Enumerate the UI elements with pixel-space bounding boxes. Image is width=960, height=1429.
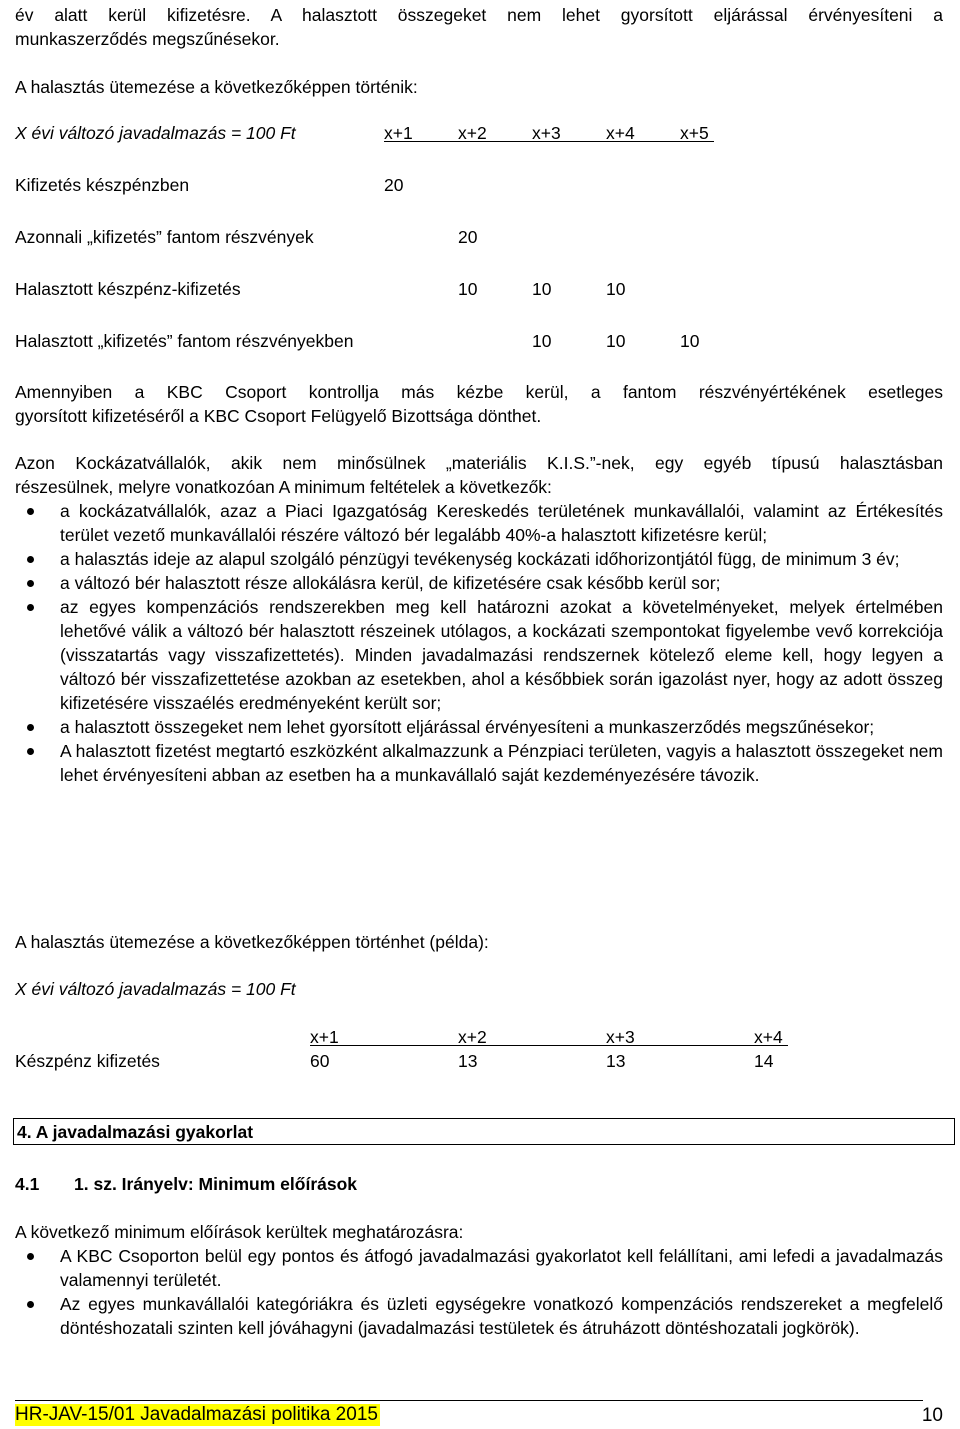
list-item: A KBC Csoporton belül egy pontos és átfogó javadalmazási gyakorlatot kell felállítani, ami lefedi a javadalmazás valamennyi területét. — [15, 1244, 943, 1292]
table1-year: x+4 — [606, 123, 635, 143]
table1-row-label: Kifizetés készpénzben — [15, 175, 190, 195]
table1-row-label: Halasztott készpénz-kifizetés — [15, 279, 241, 299]
list-item: a változó bér halasztott része allokálásra kerül, de kifizetésére csak később kerül sor; — [15, 571, 943, 595]
example-cell: 13 — [606, 1051, 626, 1071]
example-cell: 60 — [310, 1051, 330, 1071]
table1-cell: 10 — [680, 331, 700, 351]
table1-year: x+3 — [532, 123, 561, 143]
table1-header-label: X évi változó javadalmazás = 100 Ft — [15, 123, 296, 143]
bullet-icon — [27, 508, 34, 515]
table1-header-underline — [384, 141, 714, 142]
kbc-paragraph — [15, 380, 943, 428]
example-year: x+2 — [458, 1027, 487, 1047]
list-item: az egyes kompenzációs rendszerekben meg kell határozni azokat a követelményeket, melyek értelmében lehetővé válik a változó bér halasztott részeinek utólagos, a kockázati szempontokat figyelembe vevő korrekciója (visszatartás vagy visszafizettetés). Minden javadalmazási rendszernek kötelező eleme kell, hogy legyen a változó bér visszafizettetése azokban az esetekben, ahol a későbbiek során igazolást nyer, hogy az adott összeg kifizetésére visszaélés eredményeként került sor; — [15, 595, 943, 715]
bullet-icon — [27, 1301, 34, 1308]
table1-row-label: Azonnali „kifizetés” fantom részvények — [15, 227, 314, 247]
table1-cell: 10 — [606, 279, 626, 299]
bullet-icon — [27, 556, 34, 563]
kbc-line-1: Amennyiben a KBC Csoport kontrollja más kézbe kerül, a fantom részvényértékének esetleges — [15, 382, 943, 402]
example-header-underline — [310, 1045, 788, 1046]
example-year: x+1 — [310, 1027, 339, 1047]
example-intro: A halasztás ütemezése a következőképpen történhet (példa): — [15, 932, 489, 952]
page-number: 10 — [921, 1405, 943, 1426]
footer-document-title: HR-JAV-15/01 Javadalmazási politika 2015 — [15, 1404, 378, 1425]
bullet-icon — [27, 724, 34, 731]
list-item: a halasztás ideje az alapul szolgáló pénzügyi tevékenység kockázati időhorizontjától függ, de minimum 3 év; — [15, 547, 943, 571]
table1-year: x+5 — [680, 123, 709, 143]
intro-line-2: munkaszerződés megszűnésekor. — [15, 29, 280, 49]
list-item: Az egyes munkavállalói kategóriákra és üzleti egységekre vonatkozó kompenzációs rendszereket a megfelelő döntéshozatali szinten kell jóváhagyni (javadalmazási testületek és átruházott döntéshozatali jogkörök). — [15, 1292, 943, 1340]
risk-paragraph — [15, 451, 943, 499]
bullet-icon — [27, 748, 34, 755]
list-item: a kockázatvállalók, azaz a Piaci Igazgatóság Kereskedés területének munkavállalói, valamint az Értékesítés terület vezető munkavállalói részére változó bér legalább 40%-a halasztott kifizetésre kerül; — [15, 499, 943, 547]
list-item: A halasztott fizetést megtartó eszközként alkalmazzunk a Pénzpiaci területen, vagyis a halasztott összegeket nem lehet érvényesíteni abban az esetben ha a munkavállaló saját kezdeményezésére távozik. — [15, 739, 943, 787]
kbc-line-2: gyorsított kifizetéséről a KBC Csoport Felügyelő Bizottsága dönthet. — [15, 406, 542, 426]
example-cell: 13 — [458, 1051, 478, 1071]
table1-year: x+2 — [458, 123, 487, 143]
list-item: a halasztott összegeket nem lehet gyorsított eljárással érvényesíteni a munkaszerződés megszűnésekor; — [15, 715, 943, 739]
table1-cell: 20 — [458, 227, 478, 247]
minimum-conditions-list — [15, 499, 943, 787]
risk-line-2: részesülnek, melyre vonatkozóan A minimum feltételek a következők: — [15, 477, 552, 497]
table1-row-label: Halasztott „kifizetés” fantom részvényekben — [15, 331, 354, 351]
table1-cell: 10 — [532, 331, 552, 351]
section-4-1-number: 4.1 — [15, 1174, 40, 1194]
table1-cell: 10 — [606, 331, 626, 351]
bullet-icon — [27, 580, 34, 587]
table1-cell: 10 — [532, 279, 552, 299]
footer-rule — [15, 1400, 923, 1401]
example-year: x+4 — [754, 1027, 783, 1047]
table1-cell: 20 — [384, 175, 404, 195]
example-row-label: Készpénz kifizetés — [15, 1051, 160, 1071]
section-4-heading — [13, 1118, 955, 1145]
table1-cell: 10 — [458, 279, 478, 299]
section-4-1-title: 1. sz. Irányelv: Minimum előírások — [74, 1174, 358, 1194]
example-year: x+3 — [606, 1027, 635, 1047]
minimum-requirements-list — [15, 1244, 943, 1340]
example-header-label: X évi változó javadalmazás = 100 Ft — [15, 979, 296, 999]
intro-paragraph — [15, 3, 943, 51]
schedule-intro: A halasztás ütemezése a következőképpen történik: — [15, 77, 418, 97]
example-cell: 14 — [754, 1051, 774, 1071]
intro-line-1: év alatt kerül kifizetésre. A halasztott összegeket nem lehet gyorsított eljárással érvényesíteni a — [15, 5, 943, 25]
bullet-icon — [27, 1253, 34, 1260]
bullet-icon — [27, 604, 34, 611]
section-4-title: 4. A javadalmazási gyakorlat — [17, 1122, 254, 1142]
table1-year: x+1 — [384, 123, 413, 143]
risk-line-1: Azon Kockázatvállalók, akik nem minősülnek „materiális K.I.S.”-nek, egy egyéb típusú halasztásban — [15, 453, 943, 473]
minimum-intro: A következő minimum előírások kerültek meghatározásra: — [15, 1222, 464, 1242]
